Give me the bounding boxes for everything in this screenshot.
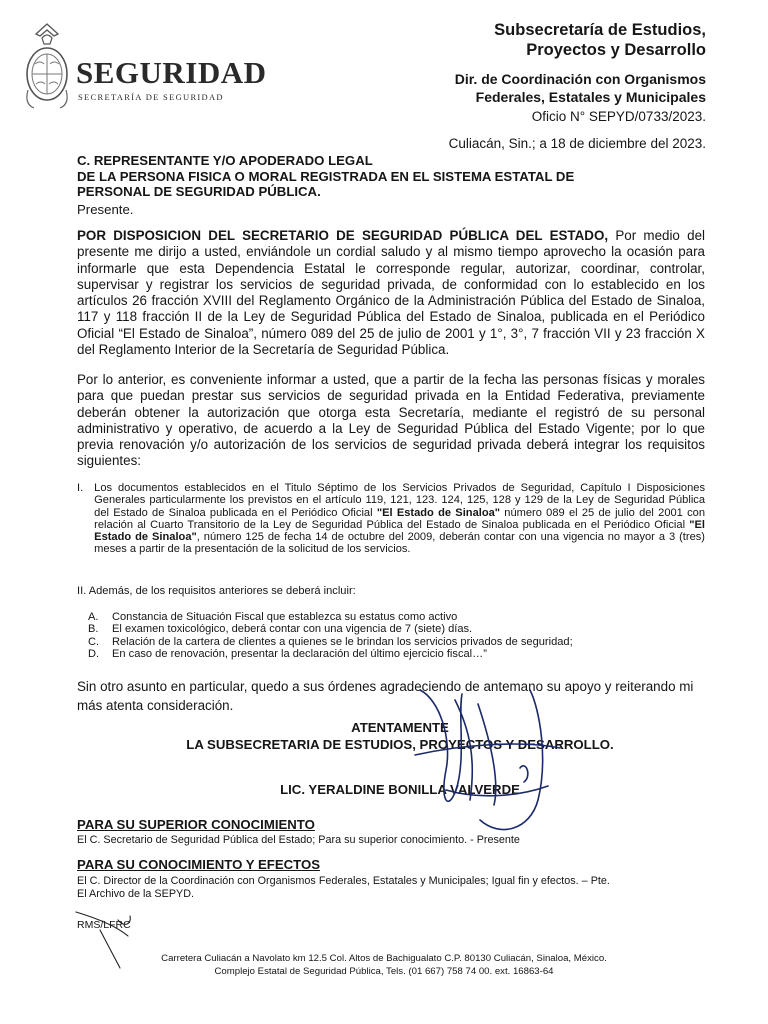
list-item-key: C. <box>88 635 100 648</box>
brand-name: SEGURIDAD <box>76 55 267 90</box>
addressee-line-3: PERSONAL DE SEGURIDAD PÚBLICA. <box>77 184 321 199</box>
list-item-key: A. <box>88 611 99 623</box>
requirement-2-list <box>77 611 705 660</box>
header-line-3: Dir. de Coordinación con Organismos <box>454 71 706 87</box>
addressee-block <box>77 153 574 200</box>
closing-paragraph: Sin otro asunto en particular, quedo a sus órdenes agradeciendo de antemano su apoyo y reiterando mi más atenta consideración. <box>77 679 694 713</box>
signatory-name: LIC. YERALDINE BONILLA VALVERDE <box>280 782 520 797</box>
list-item <box>77 623 705 635</box>
list-item-text: Constancia de Situación Fiscal que establezca su estatus como activo <box>112 611 458 623</box>
list-item <box>77 636 705 648</box>
list-item <box>77 648 705 660</box>
requirement-1-text-a: Los documentos establecidos en el Titulo Séptimo de los Servicios Privados de Seguridad, Capítulo I Disposiciones Generales particularmente los previstos en el artículo 119, 121, 123. 124, 125, 128 y 129 de la Ley de Seguridad Pública del Estado de Sinaloa publicada en el Periódico Oficial <box>94 482 705 519</box>
addressee-line-2: DE LA PERSONA FISICA O MORAL REGISTRADA EN EL SISTEMA ESTATAL DE <box>77 168 575 184</box>
cc-heading-effects: PARA SU CONOCIMIENTO Y EFECTOS <box>77 857 321 872</box>
salutation: Presente. <box>77 202 134 217</box>
paragraph-1-bold: POR DISPOSICION DEL SECRETARIO DE SEGURIDAD PÚBLICA DEL ESTADO, <box>77 228 609 243</box>
list-item-text: En caso de renovación, presentar la declaración del último ejercicio fiscal…” <box>112 647 487 660</box>
list-item-text: Relación de la cartera de clientes a quienes se le brindan los servicios privados de seguridad; <box>112 635 573 648</box>
paragraph-1 <box>77 228 705 358</box>
list-item <box>77 611 705 623</box>
requirement-1-newspaper-2: "El Estado de Sinaloa" <box>94 518 705 544</box>
header-directorate <box>455 70 706 106</box>
list-item-key: B. <box>88 623 99 636</box>
cc-text-effects-line-2: El Archivo de la SEPYD. <box>77 888 195 900</box>
typist-initials: RMS/LFRC <box>77 919 131 931</box>
cc-text-effects-line-1: El C. Director de la Coordinación con Organismos Federales, Estatales y Municipales; Igual fin y efectos. – Pte. <box>77 875 610 887</box>
footer-line-1: Carretera Culiacán a Navolato km 12.5 Col. Altos de Bachigualato C.P. 80130 Culiacán, Sinaloa, México. <box>161 953 607 964</box>
signature-office: LA SUBSECRETARIA DE ESTUDIOS, PROYECTOS Y DESARROLLO. <box>186 737 614 752</box>
requirement-1 <box>77 482 705 556</box>
header-line-4: Federales, Estatales y Municipales <box>475 89 706 105</box>
signature-atentamente: ATENTAMENTE <box>351 720 449 735</box>
document-date: Culiacán, Sin.; a 18 de diciembre del 2023. <box>448 136 706 151</box>
paragraph-1-text: Por medio del presente me dirijo a usted, enviándole un cordial saludo y al mismo tiempo aprovecho la ocasión para informarle que esta Dependencia Estatal le corresponde regular, autorizar, coordinar, controlar, supervisar y registrar los servicios de seguridad privada, de conformidad con lo establecido en los artículos 26 fracción XVIII del Reglamento Orgánico de la Administración Pública del Estado de Sinaloa, 117 y 118 fracción II de la Ley de Seguridad Pública del Estado de Sinaloa, publicada en el Periódico Oficial “El Estado de Sinaloa”, número 089 del 25 de julio de 2001 y 1°, 3°, 7 fracción VII y 23 fracción X del Reglamento Interior de la Secretaría de Seguridad Pública. <box>77 228 705 358</box>
header-line-2: Proyectos y Desarrollo <box>526 41 706 59</box>
list-item-key: D. <box>88 647 100 660</box>
header-line-1: Subsecretaría de Estudios, <box>494 21 706 39</box>
state-seal-logo <box>22 20 72 112</box>
footer-line-2: Complejo Estatal de Seguridad Pública, Tels. (01 667) 758 74 00. ext. 16863-64 <box>214 965 554 977</box>
paragraph-2: Por lo anterior, es conveniente informar a usted, que a partir de la fecha las personas físicas y morales para que puedan prestar sus servicios de seguridad privada en la Entidad Federativa, previamente deberán obtener la autorización que otorga esta Secretaría, mediante el registró de su personal administrativo y operativo, de acuerdo a la Ley de Seguridad Pública del Estado Vigente; por lo que previa renovación y/o autorización de los servicios de seguridad privada deberá integrar los requisitos siguientes: <box>77 372 705 469</box>
requirement-1-number: I. <box>77 482 84 494</box>
requirement-1-text <box>94 482 705 556</box>
requirement-2-heading: II. Además, de los requisitos anteriores se deberá incluir: <box>77 585 356 597</box>
addressee-line-1: C. REPRESENTANTE Y/O APODERADO LEGAL <box>77 153 373 168</box>
requirement-1-text-e: , número 125 de fecha 14 de octubre del 2009, deberán contar con una vigencia no mayor a 3 (tres) meses a partir de la presentación de la solicitud de los servicios. <box>94 531 705 556</box>
requirement-1-newspaper-1: "El Estado de Sinaloa" <box>376 506 501 519</box>
document-number: Oficio N° SEPYD/0733/2023. <box>531 109 706 124</box>
header-undersecretariat <box>494 20 706 60</box>
list-item-text: El examen toxicológico, deberá contar con una vigencia de 7 (siete) días. <box>112 623 473 636</box>
brand-subtitle: SECRETARÍA DE SEGURIDAD <box>78 92 224 102</box>
requirement-1-text-c: número 089 el 25 de julio del 2001 con relación al Cuarto Transitorio de la Ley de Seguridad Pública del Estado de Sinaloa publicada en el Periódico Oficial <box>94 506 705 531</box>
cc-text-effects <box>77 875 610 901</box>
cc-text-superior: El C. Secretario de Seguridad Pública del Estado; Para su superior conocimiento. - Presente <box>77 834 520 846</box>
footer-address <box>0 953 768 978</box>
cc-heading-superior: PARA SU SUPERIOR CONOCIMIENTO <box>77 817 315 832</box>
